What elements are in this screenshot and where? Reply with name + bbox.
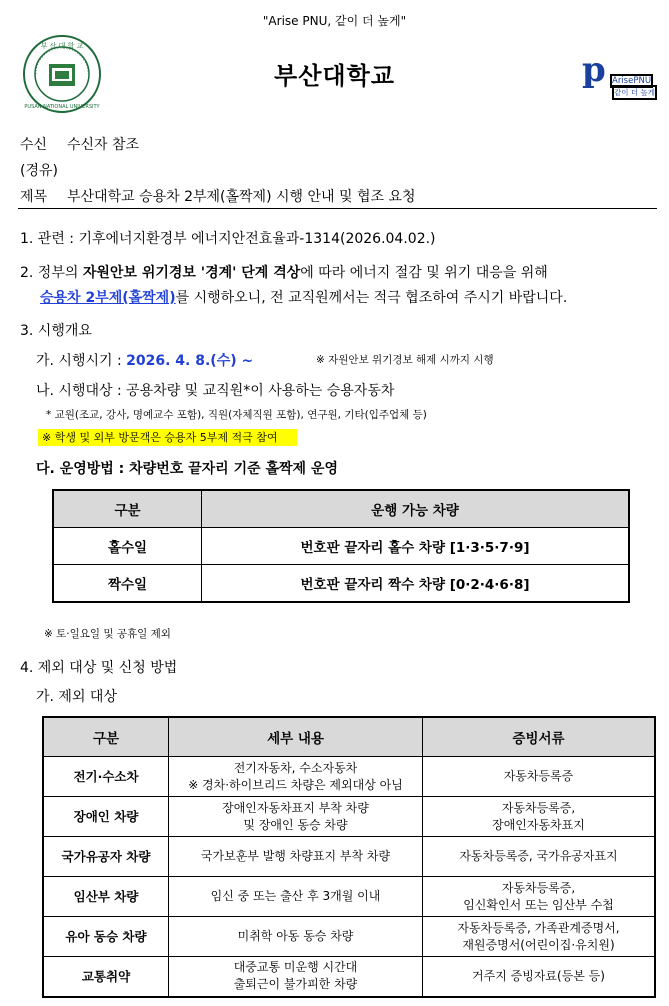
table1-cell: 번호판 끝자리 홀수 차량 [1·3·5·7·9] (202, 528, 630, 565)
item-1: 1. 관련 : 기후에너지환경부 에너지안전효율과-1314(2026.04.02.) (20, 231, 436, 247)
table2-cell: 교통취약 (43, 957, 169, 997)
svg-text:PUSAN NATIONAL UNIVERSITY: PUSAN NATIONAL UNIVERSITY (24, 104, 100, 110)
table-row (43, 837, 655, 877)
table-row (43, 757, 655, 797)
table2-cell: 국가유공자 차량 (43, 837, 169, 877)
subject-text: 부산대학교 승용차 2부제(홀짝제) 시행 안내 및 협조 요청 (67, 189, 416, 205)
table1-header: 구분 (53, 490, 202, 528)
item-2-cont: 승용차 2부제(홀짝제)를 시행하오니, 전 교직원께서는 적극 협조하여 주시기 바랍니다. (40, 290, 568, 306)
table1-header: 운행 가능 차량 (202, 490, 630, 528)
item-3: 3. 시행개요 (20, 323, 92, 339)
item-3-ga: 가. 시행시기 : 2026. 4. 8.(수) ~ (36, 353, 254, 369)
subject-line: 제목 부산대학교 승용차 2부제(홀짝제) 시행 안내 및 협조 요청 (20, 189, 416, 205)
divider (18, 208, 657, 209)
table1-cell: 번호판 끝자리 짝수 차량 [0·2·4·6·8] (202, 565, 630, 603)
weekend-note: ※ 토·일요일 및 공휴일 제외 (44, 628, 171, 640)
table2-header: 구분 (43, 717, 169, 757)
odd-even-table (52, 489, 630, 603)
page-title: 부산대학교 (274, 62, 395, 90)
table2-cell: 국가보훈부 발행 차량표지 부착 차량 (169, 837, 423, 877)
table2-cell: 미취학 아동 동승 차량 (169, 917, 423, 957)
table2-cell: 자동차등록증, 임신확인서 또는 임산부 수첩 (423, 877, 656, 917)
table2-cell: 자동차등록증, 가족관계증명서, 재원증명서(어린이집·유치원) (423, 917, 656, 957)
item-3-na: 나. 시행대상 : 공용차량 및 교직원*이 사용하는 승용자동차 (36, 383, 395, 399)
highlight-note: ※ 학생 및 외부 방문객은 승용자 5부제 적극 참여 (38, 429, 297, 445)
item-3-da: 다. 운영방법 : 차량번호 끝자리 기준 홀짝제 운영 (36, 461, 338, 477)
table2-cell: 유아 동승 차량 (43, 917, 169, 957)
ga-note: ※ 자원안보 위기경보 해제 시까지 시행 (316, 354, 494, 366)
table2-cell: 장애인 차량 (43, 797, 169, 837)
table-row (43, 957, 655, 997)
table2-cell: 자동차등록증, 국가유공자표지 (423, 837, 656, 877)
logo-text: ArisePNU (612, 76, 652, 86)
svg-text:부 산 대 학 교: 부 산 대 학 교 (40, 42, 84, 50)
item-2: 2. 정부의 자원안보 위기경보 '경계' 단계 격상에 따라 에너지 절감 및 위기 대응을 위해 (20, 265, 548, 281)
table-row (43, 917, 655, 957)
table2-cell: 장애인자동차표지 부착 차량 및 장애인 동승 차량 (169, 797, 423, 837)
exemption-table (42, 716, 656, 998)
item-4-ga: 가. 제외 대상 (36, 689, 117, 705)
table2-cell: 거주지 증빙자료(등본 등) (423, 957, 656, 997)
table2-header: 세부 내용 (169, 717, 423, 757)
arise-pnu-logo: p ArisePNU 같이 더 높게 (582, 52, 662, 98)
logo-subtext: 같이 더 높게 (612, 85, 657, 100)
table1-cell: 짝수일 (53, 565, 202, 603)
na-note: * 교원(조교, 강사, 명예교수 포함), 직원(자체직원 포함), 연구원, 기타(입주업체 등) (46, 409, 427, 421)
table-row (53, 565, 629, 603)
slogan: "Arise PNU, 같이 더 높게" (262, 14, 407, 28)
table2-cell: 전기자동차, 수소자동차 ※ 경차·하이브리드 차량은 제외대상 아님 (169, 757, 423, 797)
recipient-line: 수신 수신자 참조 (20, 137, 140, 153)
table2-cell: 전기·수소차 (43, 757, 169, 797)
table2-cell: 자동차등록증, 장애인자동차표지 (423, 797, 656, 837)
table2-cell: 임신 중 또는 출산 후 3개월 이내 (169, 877, 423, 917)
table2-header: 증빙서류 (423, 717, 656, 757)
table1-cell: 홀수일 (53, 528, 202, 565)
two-shift-link-text: 승용차 2부제(홀짝제) (40, 290, 176, 306)
table2-cell: 대중교통 미운행 시간대 출퇴근이 불가피한 차량 (169, 957, 423, 997)
table-row (43, 797, 655, 837)
table2-cell: 임산부 차량 (43, 877, 169, 917)
via-line: (경유) (20, 163, 58, 179)
table2-cell: 자동차등록증 (423, 757, 656, 797)
item-4: 4. 제외 대상 및 신청 방법 (20, 660, 178, 676)
table-row (43, 877, 655, 917)
table-row (53, 528, 629, 565)
